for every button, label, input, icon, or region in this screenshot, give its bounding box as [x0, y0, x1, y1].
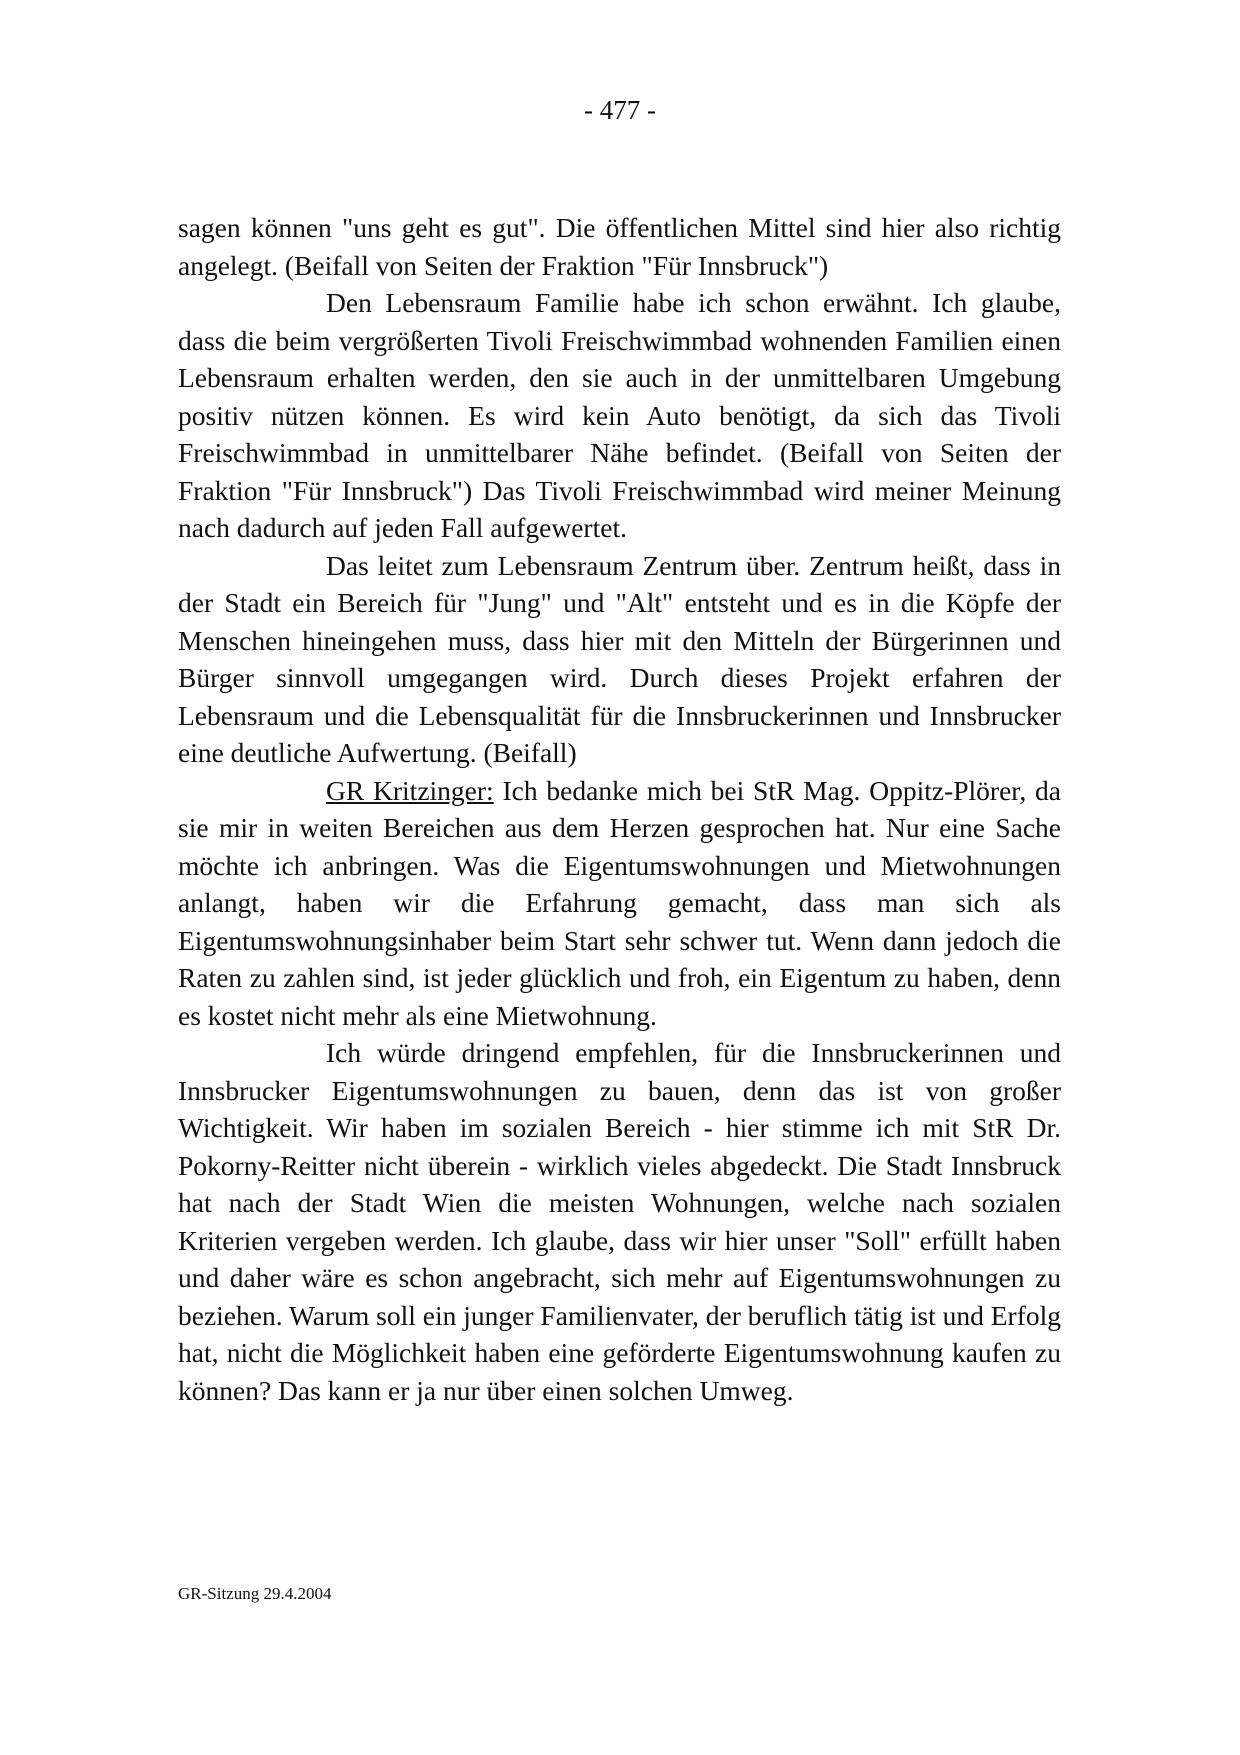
paragraph-speech-kritzinger: [178, 772, 1061, 1035]
footer-session-date: GR-Sitzung 29.4.2004: [178, 1584, 332, 1603]
page-number: - 477 -: [584, 95, 656, 125]
document-body: [178, 209, 1061, 1409]
paragraph-eigentumswohnungen: Ich würde dringend empfehlen, für die Innsbruckerinnen und Innsbrucker Eigentumswohnungen zu bauen, denn das ist von großer Wichtigkeit. Wir haben im sozialen Bereich - hier stimme ich mit StR Dr. Pokorny-Reitter nicht überein - wirklich vieles abgedeckt. Die Stadt Innsbruck hat nach der Stadt Wien die meisten Wohnungen, welche nach sozialen Kriterien vergeben werden. Ich glaube, dass wir hier unser "Soll" erfüllt haben und daher wäre es schon angebracht, sich mehr auf Eigentumswohnungen zu beziehen. Warum soll ein junger Familienvater, der beruflich tätig ist und Erfolg hat, nicht die Möglichkeit haben eine geförderte Eigentumswohnung kaufen zu können? Das kann er ja nur über einen solchen Umweg.: [178, 1037, 1061, 1406]
paragraph-continuation: sagen können "uns geht es gut". Die öffentlichen Mittel sind hier also richtig angelegt. (Beifall von Seiten der Fraktion "Für Innsbruck"): [178, 212, 1061, 281]
speaker-label: GR Kritzinger:: [326, 774, 494, 806]
paragraph-lebensraum-zentrum: Das leitet zum Lebensraum Zentrum über. Zentrum heißt, dass in der Stadt ein Bereich für "Jung" und "Alt" entsteht und es in die Köpfe der Menschen hineingehen muss, dass hier mit den Mitteln der Bürgerinnen und Bürger sinnvoll umgegangen wird. Durch dieses Projekt erfahren der Lebensraum und die Lebensqualität für die Innsbruckerinnen und Innsbrucker eine deutliche Aufwertung. (Beifall): [178, 549, 1061, 768]
speech-text: Ich bedanke mich bei StR Mag. Oppitz-Plörer, da sie mir in weiten Bereichen aus dem Herzen gesprochen hat. Nur eine Sache möchte ich anbringen. Was die Eigentumswohnungen und Mietwohnungen anlangt, haben wir die Erfahrung gemacht, dass man sich als Eigentumswohnungsinhaber beim Start sehr schwer tut. Wenn dann jedoch die Raten zu zahlen sind, ist jeder glücklich und froh, ein Eigentum zu haben, denn es kostet nicht mehr als eine Mietwohnung.: [178, 774, 1061, 1031]
paragraph-lebensraum-familie: Den Lebensraum Familie habe ich schon erwähnt. Ich glaube, dass die beim vergrößerten Tivoli Freischwimmbad wohnenden Familien einen Lebensraum erhalten werden, den sie auch in der unmittelbaren Umgebung positiv nützen können. Es wird kein Auto benötigt, da sich das Tivoli Freischwimmbad in unmittelbarer Nähe befindet. (Beifall von Seiten der Fraktion "Für Innsbruck") Das Tivoli Freischwimmbad wird meiner Meinung nach dadurch auf jeden Fall aufgewertet.: [178, 287, 1061, 543]
